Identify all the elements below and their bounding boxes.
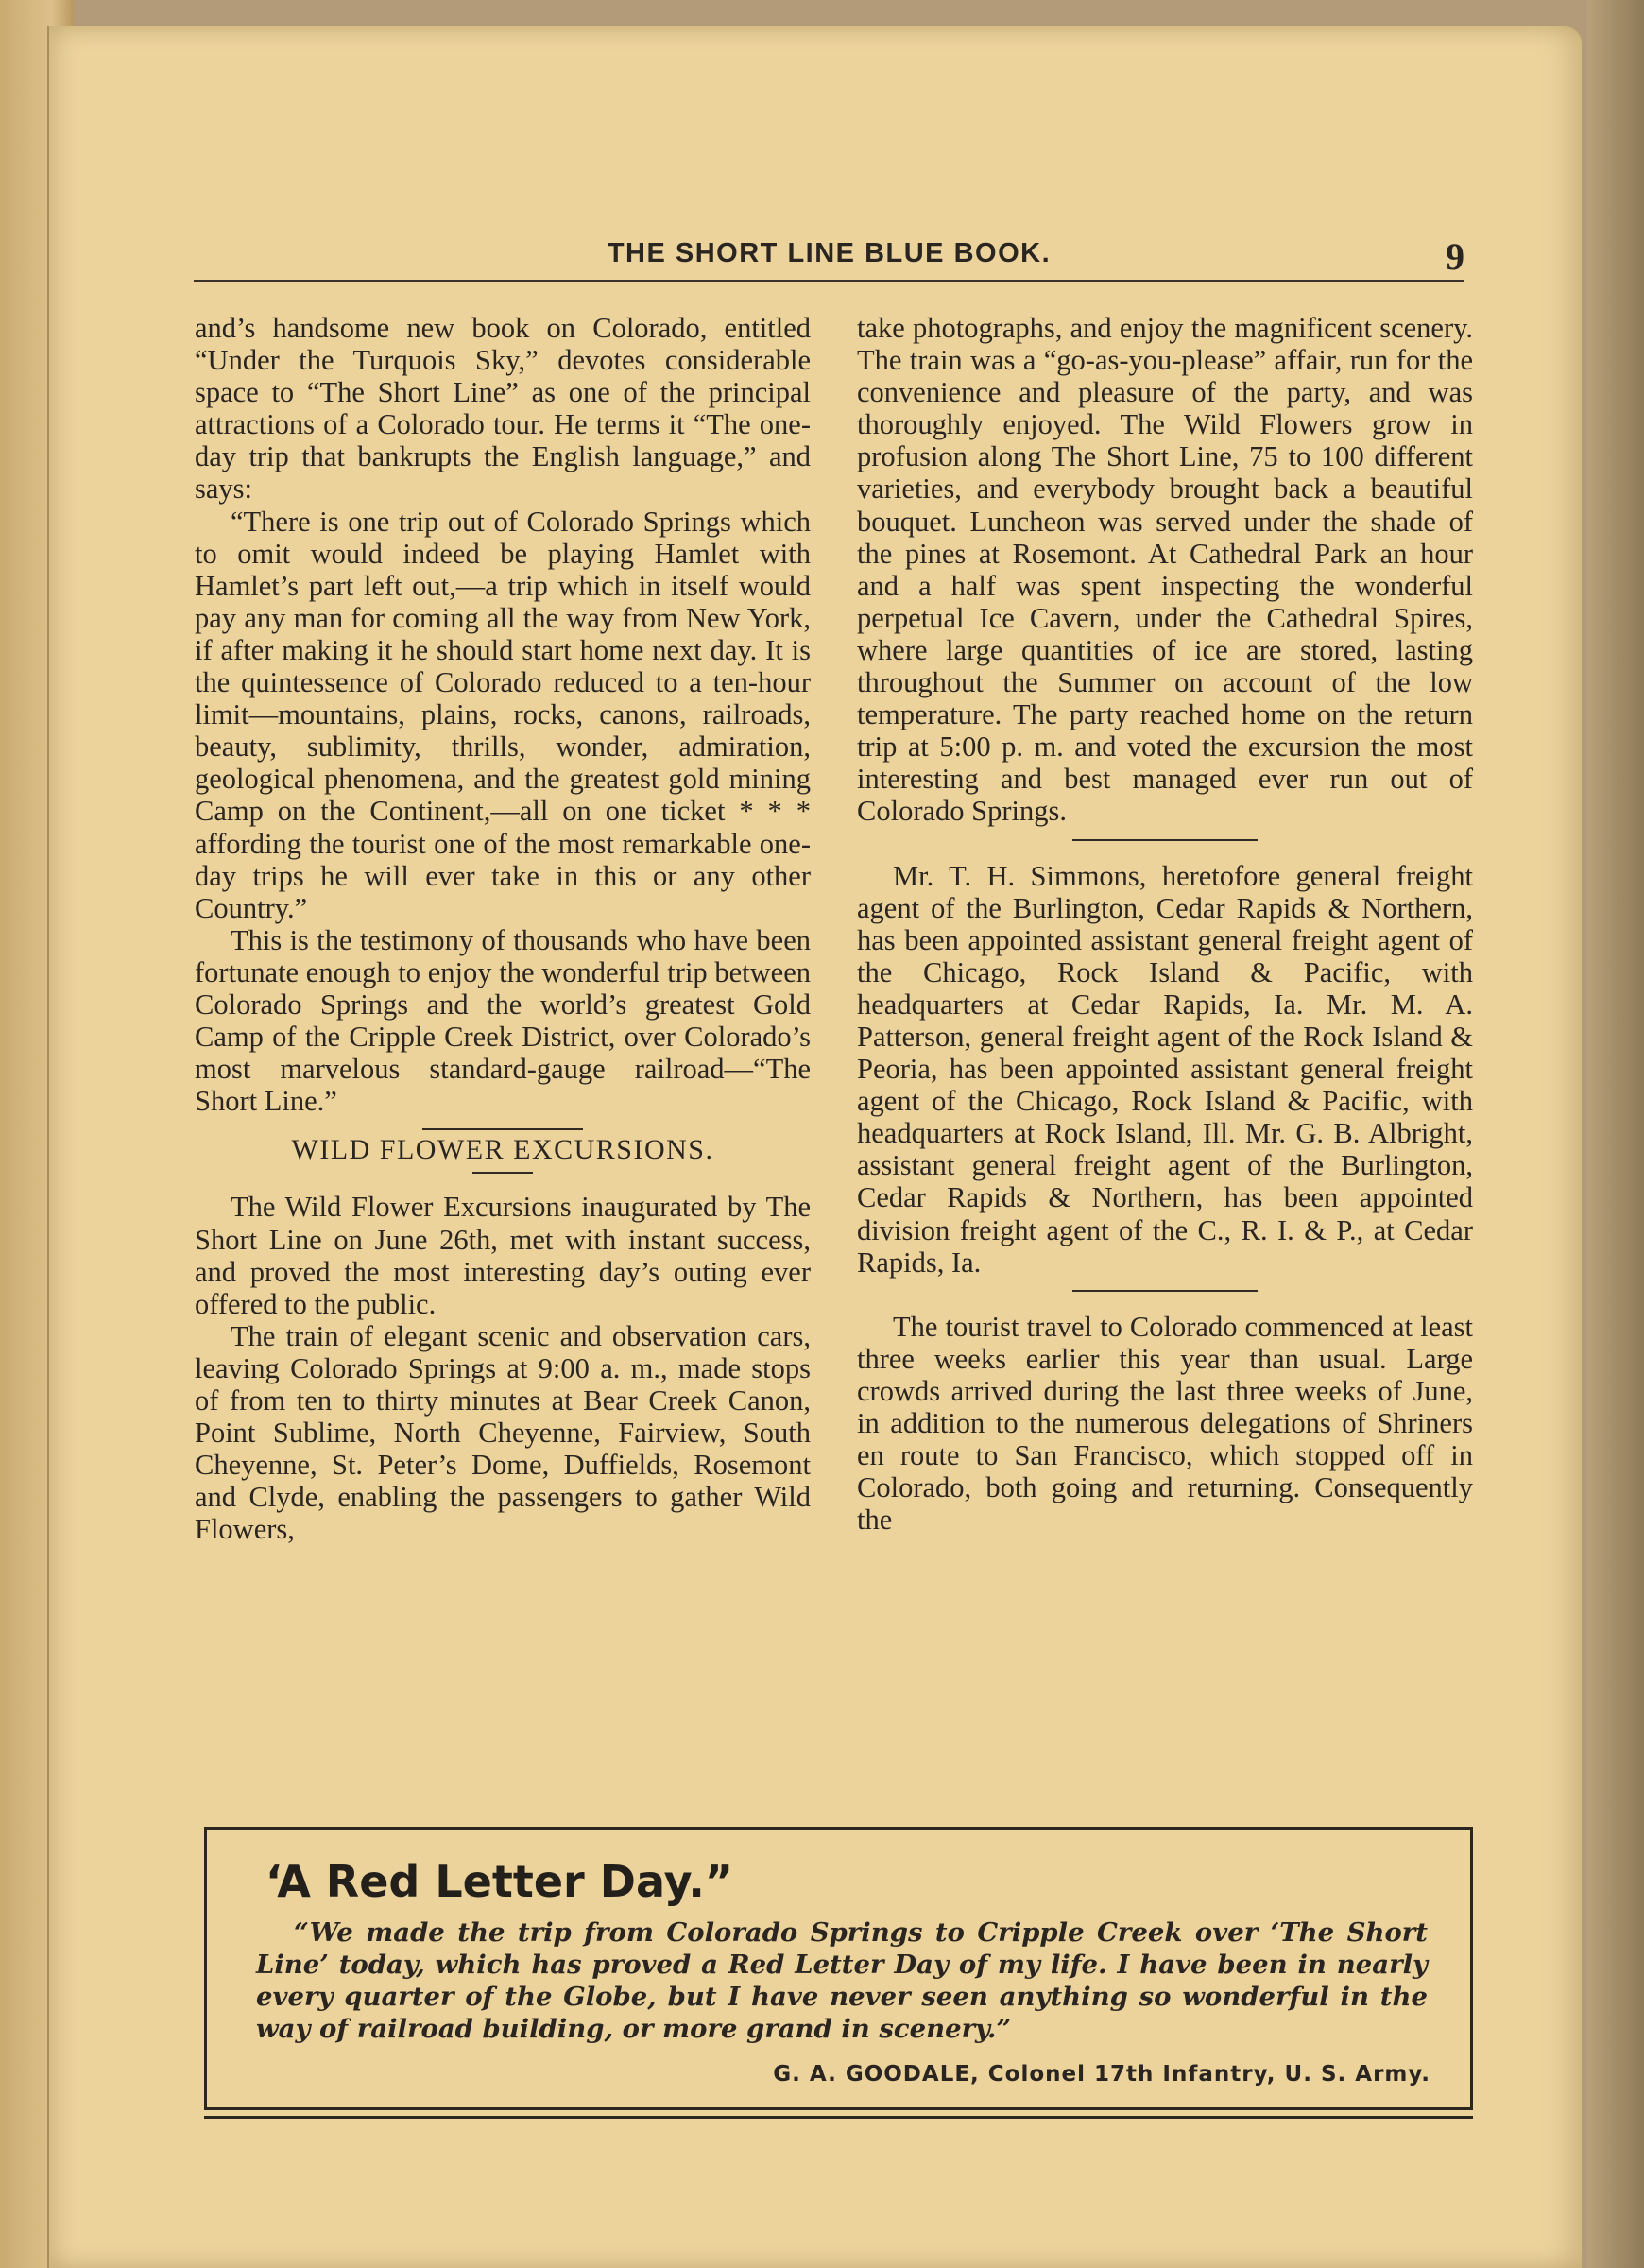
book-background bbox=[1587, 0, 1644, 2268]
page-number: 9 bbox=[1446, 235, 1464, 278]
left-column bbox=[195, 312, 811, 1545]
advertisement-title: ‘A Red Letter Day.” bbox=[265, 1856, 734, 1907]
quote-text: “We made the trip from Colorado Springs to Cripple Creek over ‘The Short Line’ today, which has proved a Red Letter Day of my life. I have been in nearly every quarter of the Globe, but I have never seen anything so wonderful in the way of railroad building, or more grand in scenery.” bbox=[256, 1917, 1428, 2044]
section-heading: WILD FLOWER EXCURSIONS. bbox=[291, 1134, 714, 1166]
divider bbox=[422, 1128, 583, 1130]
divider bbox=[1072, 839, 1258, 841]
advertisement-signature: G. A. GOODALE, Colonel 17th Infantry, U. S. Army. bbox=[773, 2062, 1430, 2087]
paragraph: and’s handsome new book on Colorado, entitled “Under the Turquois Sky,” devotes considerable space to “The Short Line” as one of the principal attractions of a Colorado tour. He terms it “The one-day trip that bankrupts the English language,” and says: bbox=[195, 312, 811, 506]
paragraph: Mr. T. H. Simmons, heretofore general freight agent of the Burlington, Cedar Rapids & Northern, has been appointed assistant general freight agent of the Chicago, Rock Island & Pacific, with headquarters at Cedar Rapids, Ia. Mr. M. A. Patterson, general freight agent of the Rock Island & Peoria, has been appointed assistant general freight agent of the Chicago, Rock Island & Pacific, with headquarters at Rock Island, Ill. Mr. G. B. Albright, assistant general freight agent of the Burlington, Cedar Rapids & Northern, has been appointed division freight agent of the C., R. I. & P., at Cedar Rapids, Ia. bbox=[857, 859, 1473, 1279]
running-header bbox=[194, 234, 1464, 282]
paragraph: take photographs, and enjoy the magnificent scenery. The train was a “go-as-you-please” affair, run for the convenience and pleasure of the party, and was thoroughly enjoyed. The Wild Flowers grow in profusion along The Short Line, 75 to 100 different varieties, and everybody brought back a beautiful bouquet. Luncheon was served under the shade of the pines at Rosemont. At Cathedral Park an hour and a half was spent inspecting the wonderful perpetual Ice Cavern, under the Cathedral Spires, where large quantities of ice are stored, lasting throughout the Summer on account of the low temperature. The party reached home on the return trip at 5:00 p. m. and voted the excursion the most interesting and best managed ever run out of Colorado Springs. bbox=[857, 312, 1473, 828]
paragraph: This is the testimony of thousands who have been fortunate enough to enjoy the wonderful trip between Colorado Springs and the world’s greatest Gold Camp of the Cripple Creek District, over Colorado’s most marvelous standard-gauge railroad—“The Short Line.” bbox=[195, 923, 811, 1118]
divider bbox=[472, 1172, 533, 1174]
divider bbox=[1072, 1290, 1258, 1292]
paragraph: The Wild Flower Excursions inaugurated by The Short Line on June 26th, met with instant success, and proved the most interesting day’s outing ever offered to the public. bbox=[195, 1191, 811, 1320]
advertisement-box bbox=[204, 1827, 1473, 2110]
running-title: THE SHORT LINE BLUE BOOK. bbox=[607, 238, 1052, 268]
paragraph: The tourist travel to Colorado commenced at least three weeks earlier this year than usual. Large crowds arrived during the last three weeks of June, in addition to the numerous delegations of Shriners en route to San Francisco, which stopped off in Colorado, both going and returning. Consequently the bbox=[857, 1310, 1473, 1537]
paragraph: “There is one trip out of Colorado Springs which to omit would indeed be playing Hamlet with Hamlet’s part left out,—a trip which in itself would pay any man for coming all the way from New York, if after making it he should start home next day. It is the quintessence of Colorado reduced to a ten-hour limit—mountains, plains, rocks, canons, railroads, beauty, sublimity, thrills, wonder, admiration, geological phenomena, and the greatest gold mining Camp on the Continent,—all on one ticket * * * affording the tourist one of the most remarkable one-day trips he will ever take in this or any other Country.” bbox=[195, 505, 811, 924]
paragraph: The train of elegant scenic and observation cars, leaving Colorado Springs at 9:00 a. m., made stops of from ten to thirty minutes at Bear Creek Canon, Point Sublime, North Cheyenne, Fairview, South Cheyenne, St. Peter’s Dome, Duffields, Rosemont and Clyde, enabling the passengers to gather Wild Flowers, bbox=[195, 1319, 811, 1546]
right-column bbox=[857, 312, 1473, 1536]
advertisement-quote bbox=[256, 1916, 1428, 2045]
